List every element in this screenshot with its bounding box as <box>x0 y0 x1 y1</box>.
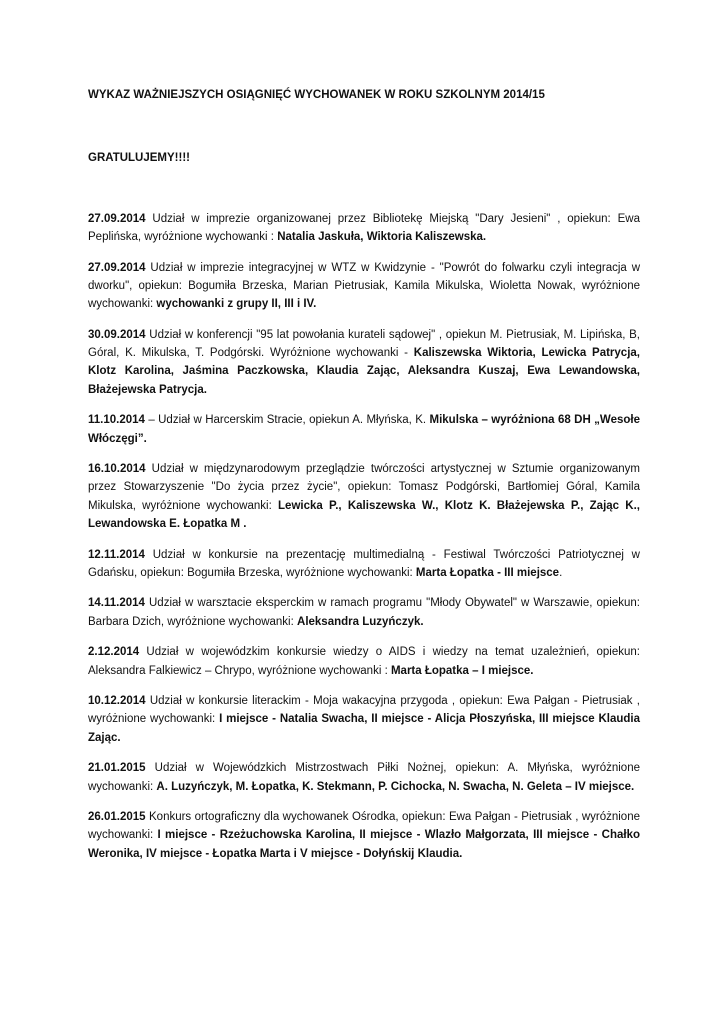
achievement-entry <box>88 808 640 863</box>
achievement-entry <box>88 759 640 795</box>
entry-text: Udział w imprezie integracyjnej w WTZ w Kwidzynie - "Powrót do folwarku czyli integracja w dworku", opiekun: Bogumiła Brzeska, Marian Pietrusiak, Kamila Mikulska, Wioletta Nowak, wyróżnione wychowanki: <box>88 261 640 311</box>
entry-date: 2.12.2014 <box>88 646 140 659</box>
entry-highlight: Natalia Jaskuła, Wiktoria Kaliszewska. <box>277 231 487 244</box>
entry-highlight: Lewicka P., Kaliszewska W., Klotz K. Błażejewska P., Zając K., Lewandowska E. Łopatka M . <box>88 499 640 530</box>
entry-date: 21.01.2015 <box>88 762 146 775</box>
entry-date: 16.10.2014 <box>88 463 146 476</box>
achievement-entry <box>88 411 640 447</box>
greeting-heading: GRATULUJEMY!!!! <box>88 152 190 164</box>
entry-text: Konkurs ortograficzny dla wychowanek Ośrodka, opiekun: Ewa Pałgan - Pietrusiak , wyróżnione wychowanki: <box>88 811 640 842</box>
entry-text: Udział w wojewódzkim konkursie wiedzy o AIDS i wiedzy na temat uzależnień, opiekun: Aleksandra Falkiewicz – Chrypo, wyróżnione wychowanki : <box>88 646 640 677</box>
entry-text: Udział w imprezie organizowanej przez Bibliotekę Miejską "Dary Jesieni" , opiekun: Ewa Peplińska, wyróżnione wychowanki : <box>88 213 640 244</box>
entry-text: Udział w konkursie na prezentację multimedialną - Festiwal Twórczości Patriotycznej w Gdańsku, opiekun: Bogumiła Brzeska, wyróżnione wychowanki: <box>88 548 640 579</box>
entry-highlight: A. Luzyńczyk, M. Łopatka, K. Stekmann, P. Cichocka, N. Swacha, N. Geleta – IV miejsce. <box>156 780 635 793</box>
document-title: WYKAZ WAŻNIEJSZYCH OSIĄGNIĘĆ WYCHOWANEK W ROKU SZKOLNYM 2014/15 <box>88 89 545 101</box>
entry-highlight: Marta Łopatka - III miejsce <box>415 566 560 579</box>
achievement-entry <box>88 259 640 314</box>
entry-text: Udział w konferencji "95 lat powołania kurateli sądowej" , opiekun M. Pietrusiak, M. Lipińska, B, Góral, K. Mikulska, T. Podgórski. Wyróżnione wychowanki - <box>88 329 640 360</box>
entry-text: Udział w międzynarodowym przeglądzie twórczości artystycznej w Sztumie organizowanym przez Stowarzyszenie "Do życia przez życie", opiekun: Tomasz Podgórski, Bartłomiej Góral, Kamila Mikulska, wyróżnione wychowanki: <box>88 463 640 512</box>
entry-date: 26.01.2015 <box>88 811 146 824</box>
entry-text: Udział w warsztacie eksperckim w ramach programu "Młody Obywatel" w Warszawie, opiekun: Barbara Dzich, wyróżnione wychowanki: <box>88 597 640 628</box>
achievement-entry <box>88 210 640 246</box>
achievement-entry <box>88 326 640 399</box>
entry-text: Udział w konkursie literackim - Moja wakacyjna przygoda , opiekun: Ewa Pałgan - Pietrusiak , wyróżnione wychowanki: <box>88 695 640 726</box>
entry-date: 30.09.2014 <box>88 329 146 342</box>
entry-highlight: I miejsce - Natalia Swacha, II miejsce - Alicja Płoszyńska, III miejsce Klaudia Zając. <box>88 713 640 744</box>
entry-highlight: Kaliszewska Wiktoria, Lewicka Patrycja, Klotz Karolina, Jaśmina Paczkowska, Klaudia Zając, Aleksandra Kuszaj, Ewa Lewandowska, Błażejewska Patrycja. <box>88 347 640 396</box>
entry-highlight: I miejsce - Rzeżuchowska Karolina, II miejsce - Wlazło Małgorzata, III miejsce - Chałko Weronika, IV miejsce - Łopatka Marta i V miejsce - Dołyńskij Klaudia. <box>88 829 640 860</box>
achievement-entry <box>88 460 640 533</box>
entry-date: 12.11.2014 <box>88 548 145 561</box>
entry-date: 11.10.2014 <box>88 414 145 427</box>
achievements-list <box>88 210 640 875</box>
entry-highlight: Aleksandra Luzyńczyk. <box>297 615 424 628</box>
entry-tail: . <box>559 566 563 579</box>
achievement-entry <box>88 594 640 630</box>
entry-highlight: wychowanki z grupy II, III i IV. <box>156 298 317 311</box>
entry-date: 14.11.2014 <box>88 597 145 610</box>
entry-date: 27.09.2014 <box>88 261 146 274</box>
entry-text: Udział w Wojewódzkich Mistrzostwach Piłki Nożnej, opiekun: A. Młyńska, wyróżnione wychowanki: <box>88 762 640 793</box>
entry-highlight: Mikulska – wyróżniona 68 DH „Wesołe Włóczęgi”. <box>88 414 640 445</box>
entry-date: 27.09.2014 <box>88 213 146 225</box>
entry-date: 10.12.2014 <box>88 695 146 708</box>
entry-text: – Udział w Harcerskim Stracie, opiekun A. Młyńska, K. <box>144 414 430 427</box>
achievement-entry <box>88 643 640 679</box>
achievement-entry <box>88 546 640 582</box>
achievement-entry <box>88 692 640 747</box>
entry-highlight: Marta Łopatka – I miejsce. <box>390 664 534 677</box>
